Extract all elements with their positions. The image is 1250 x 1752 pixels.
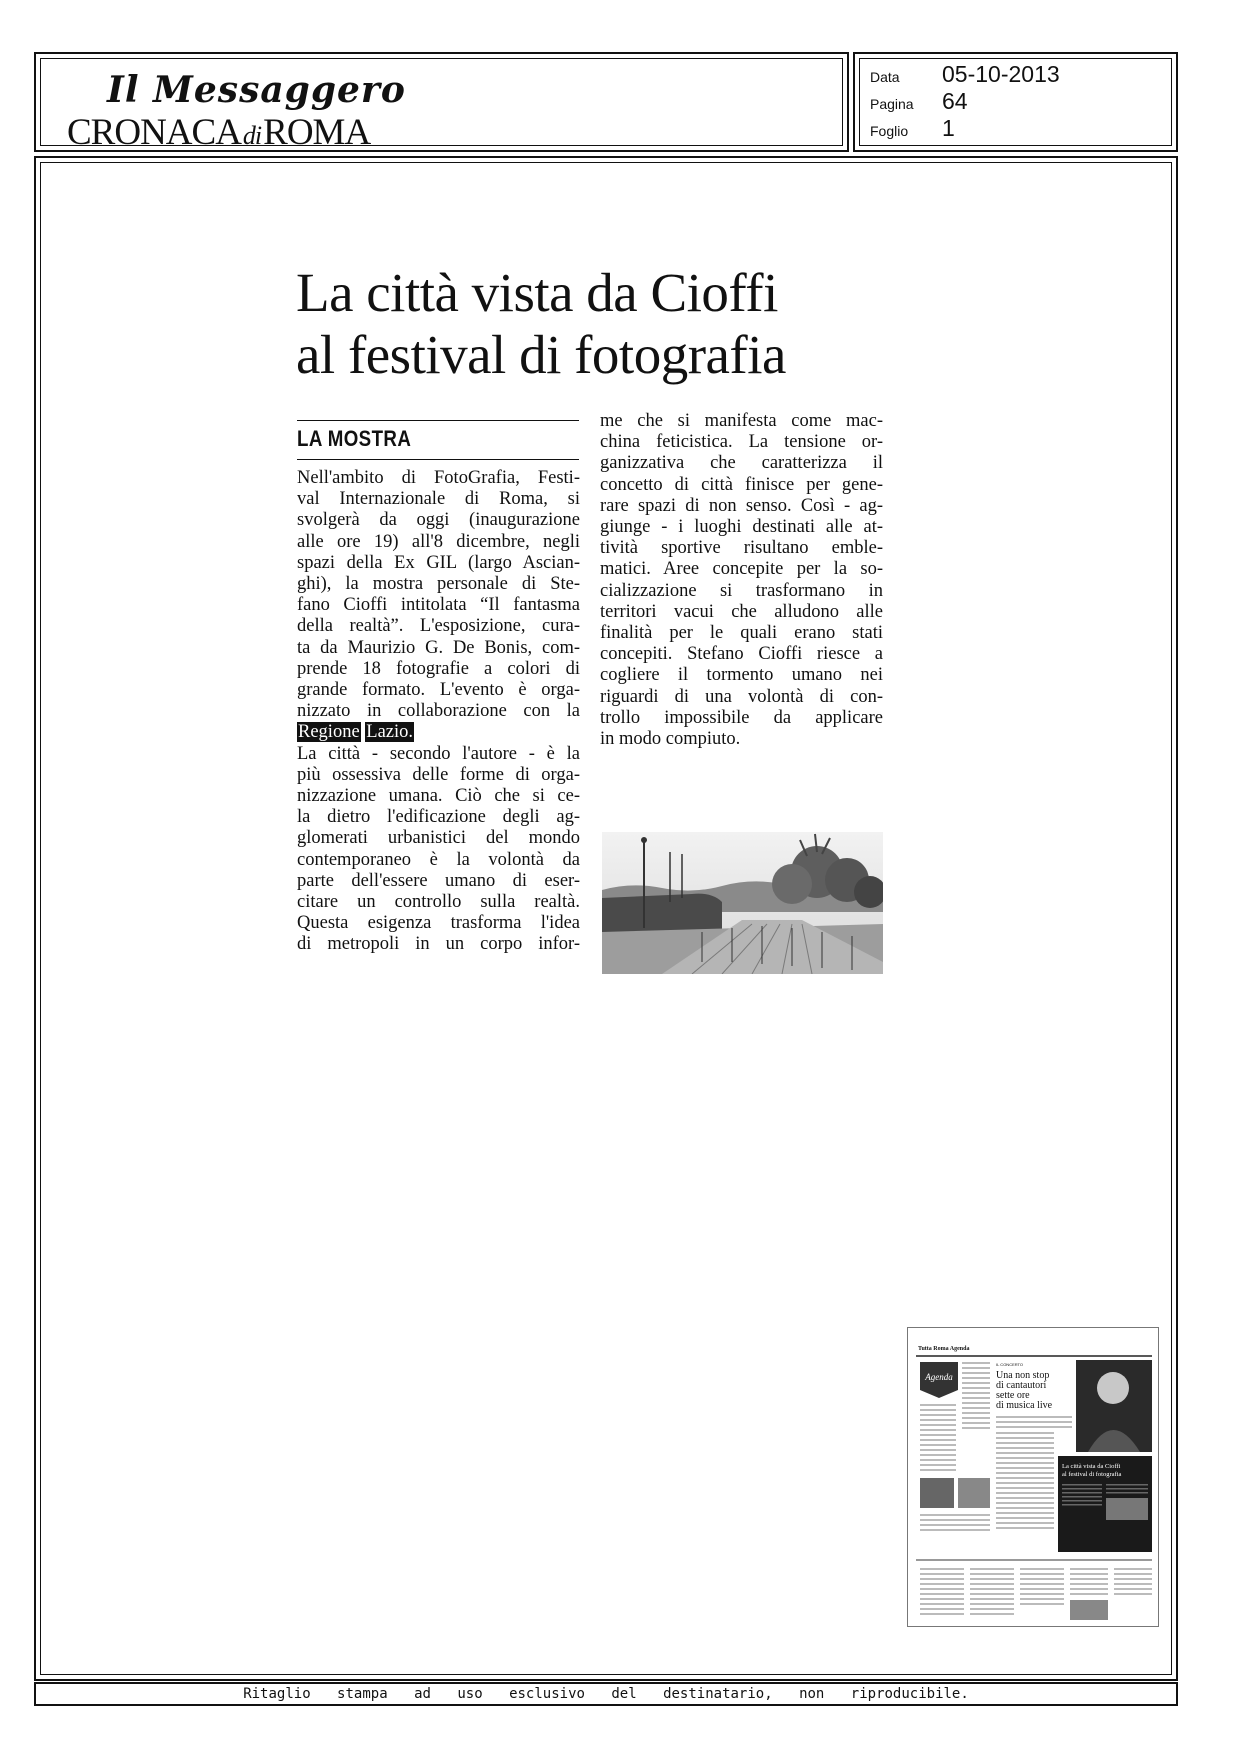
body-line: più ossessiva delle forme di orga- <box>297 764 580 785</box>
masthead-box <box>34 52 849 152</box>
article-headline <box>296 262 896 386</box>
highlight-line <box>297 722 580 743</box>
meta-label-date: Data <box>870 69 900 85</box>
body-line: ta da Maurizio G. De Bonis, com- <box>297 637 580 658</box>
meta-box <box>853 52 1178 152</box>
body-line: cializzazione si trasformano in <box>600 580 883 601</box>
section-logo-right: ROMA <box>263 112 371 153</box>
section-logo <box>67 111 370 154</box>
body-line: concepiti. Stefano Cioffi riesce a <box>600 644 883 665</box>
headline-line: al festival di fotografia <box>296 324 786 385</box>
thumb-concert-line: di musica live <box>996 1400 1053 1411</box>
body-line: glomerati urbanistici del mondo <box>297 828 580 849</box>
body-line: ganizzativa che caratterizza il <box>600 453 883 474</box>
body-line: val Internazionale di Roma, si <box>297 489 580 510</box>
thumb-agenda-badge: Agenda <box>925 1372 953 1382</box>
meta-value-page: 64 <box>942 88 968 114</box>
highlight-region: Regione <box>298 722 360 743</box>
highlight-lazio: Lazio. <box>366 722 414 743</box>
meta-label-sheet: Foglio <box>870 123 909 139</box>
body-line: di metropoli in un corpo infor- <box>297 934 580 955</box>
meta-inner-frame <box>859 58 1172 146</box>
body-line: giunge - i luoghi destinati alle at- <box>600 517 883 538</box>
body-line: spazi della Ex GIL (largo Ascian- <box>297 552 580 573</box>
kicker-rule <box>297 420 579 421</box>
article-photo <box>602 832 883 974</box>
body-line: in modo compiuto. <box>600 729 741 750</box>
body-line: riguardi di una volontà di con- <box>600 686 883 707</box>
body-line: matici. Aree concepite per la so- <box>600 559 883 580</box>
article-column-left <box>297 468 580 956</box>
body-line: la dietro l'edificazione degli ag- <box>297 807 580 828</box>
meta-label-page: Pagina <box>870 96 914 112</box>
body-line: fano Cioffi intitolata “Il fantasma <box>297 595 580 616</box>
body-line: ghi), la mostra personale di Ste- <box>297 574 580 595</box>
body-line: contemporaneo è la volontà da <box>297 849 580 870</box>
body-line: finalità per le quali erano stati <box>600 623 883 644</box>
body-line: concetto di città finisce per gene- <box>600 474 883 495</box>
section-logo-left: CRONACA <box>67 112 241 153</box>
body-line: della realtà”. L'esposizione, cura- <box>297 616 580 637</box>
body-line: prende 18 fotografie a colori di <box>297 658 580 679</box>
body-line: rare spazi di non senso. Così - ag- <box>600 495 883 516</box>
section-logo-di: di <box>242 121 262 150</box>
body-line: china feticistica. La tensione or- <box>600 432 883 453</box>
thumb-article-line: La città vista da Cioffi <box>1062 1463 1121 1470</box>
thumb-concert-line: Una non stop <box>996 1370 1050 1381</box>
meta-value-date: 05-10-2013 <box>942 61 1060 87</box>
body-line: Nell'ambito di FotoGrafia, Festi- <box>297 468 580 488</box>
headline-line: La città vista da Cioffi <box>296 262 778 323</box>
thumb-article-line: al festival di fotografia <box>1062 1471 1122 1478</box>
body-line: alle ore 19) all'8 dicembre, negli <box>297 531 580 552</box>
body-line: parte dell'essere umano di eser- <box>297 870 580 891</box>
page-thumbnail <box>907 1327 1159 1627</box>
body-line: La città - secondo l'autore - è la <box>297 743 580 764</box>
photo-sports-field-image <box>602 832 883 974</box>
masthead-inner-frame <box>40 58 843 153</box>
kicker-rule <box>297 459 579 460</box>
body-line: trollo impossibile da applicare <box>600 707 883 728</box>
newspaper-logo: Il Messaggero <box>107 69 406 111</box>
body-line: svolgerà da oggi (inaugurazione <box>297 510 580 531</box>
body-line: tività sportive risultano emble- <box>600 538 883 559</box>
copyright-notice: Ritaglio stampa ad uso esclusivo del destinatario, non riproducibile. <box>34 1682 1178 1706</box>
body-line: cogliere il tormento umano nei <box>600 665 883 686</box>
article-kicker: LA MOSTRA <box>297 426 412 451</box>
body-line: Questa esigenza trasforma l'idea <box>297 913 580 934</box>
body-line: citare un controllo sulla realtà. <box>297 892 580 913</box>
article-column-right <box>600 411 883 750</box>
body-line: me che si manifesta come mac- <box>600 411 883 431</box>
body-line: nizzato in collaborazione con la <box>297 701 580 722</box>
meta-value-sheet: 1 <box>942 115 955 141</box>
body-line: territori vacui che alludono alle <box>600 601 883 622</box>
thumb-concert-line: di cantautori <box>996 1380 1047 1391</box>
thumb-concert-line: sette ore <box>996 1390 1030 1401</box>
thumb-section-label: Tutta Roma Agenda <box>918 1346 970 1352</box>
body-line: grande formato. L'evento è orga- <box>297 680 580 701</box>
page-thumbnail-image <box>908 1328 1159 1627</box>
thumb-concert-kicker: IL CONCERTO <box>996 1362 1024 1367</box>
body-line: nizzazione umana. Ciò che si ce- <box>297 786 580 807</box>
